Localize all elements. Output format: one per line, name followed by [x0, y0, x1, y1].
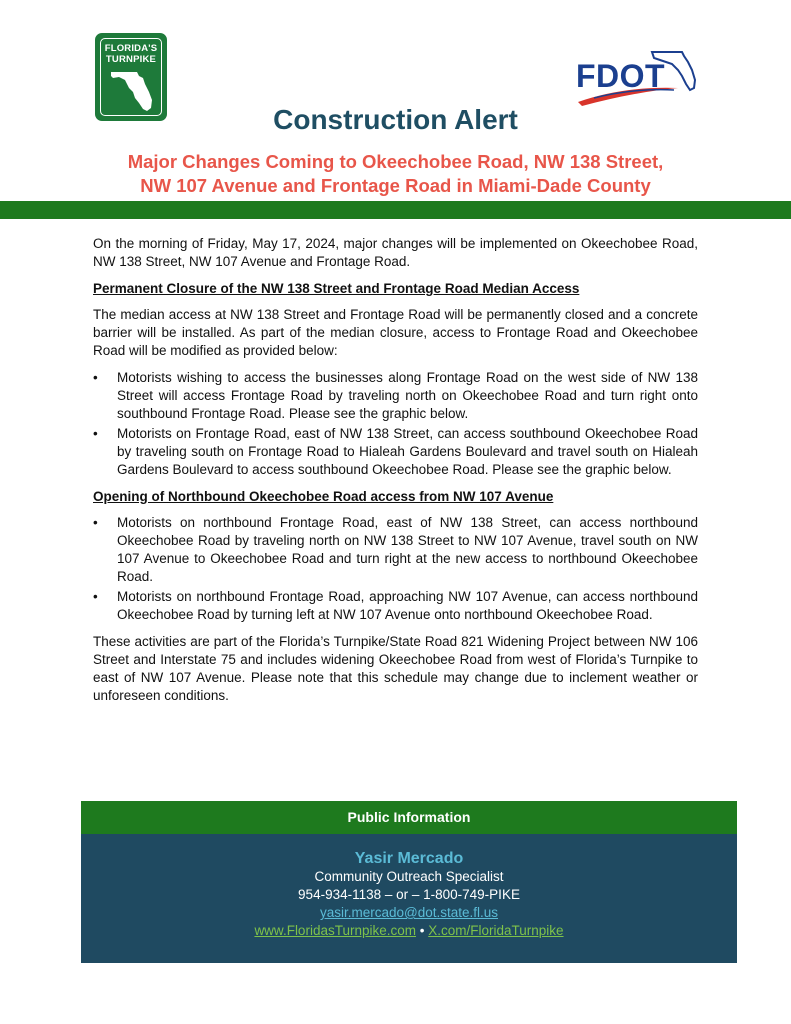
bullet: • [93, 589, 98, 604]
intro-paragraph: On the morning of Friday, May 17, 2024, major changes will be implemented on Okeechobee Road, NW 138 Street, NW 107 Avenue and Frontage Road. [93, 236, 698, 269]
contact-phone: 954-934-1138 – or – 1-800-749-PIKE [298, 887, 520, 902]
median-closure-paragraph: The median access at NW 138 Street and Frontage Road will be permanently closed and a concrete barrier will be installed. As part of the median closure, access to Frontage Road and Okeechobee Road will be modified as provided below: [93, 307, 698, 358]
list-item [93, 588, 698, 624]
list-item-text: Motorists wishing to access the businesses along Frontage Road on the west side of NW 138 Street will access Frontage Road by traveling north on Okeechobee Road and turn right onto southbound Frontage Road. Please see the graphic below. [117, 370, 698, 421]
public-information-heading: Public Information [81, 801, 737, 834]
list-item [93, 425, 698, 479]
bullet: • [93, 515, 98, 530]
list-item-text: Motorists on Frontage Road, east of NW 138 Street, can access southbound Okeechobee Road by traveling south on Frontage Road to Hialeah Gardens Boulevard and travel south on Hialeah Gardens Boulevard to access southbound Okeechobee Road. Please see the graphic below. [117, 426, 698, 477]
section-heading-nw-107-access: Opening of Northbound Okeechobee Road access from NW 107 Avenue [93, 489, 554, 504]
contact-email-link[interactable]: yasir.mercado@dot.state.fl.us [319, 905, 499, 920]
median-closure-list [93, 369, 698, 479]
bullet: • [93, 370, 98, 385]
fdot-logo [574, 48, 700, 106]
contact-role: Community Outreach Specialist [314, 869, 504, 884]
page-title: Construction Alert [273, 104, 518, 135]
list-item [93, 514, 698, 586]
bullet: • [93, 426, 98, 441]
alert-body [93, 235, 698, 714]
closing-paragraph: These activities are part of the Florida’s Turnpike/State Road 821 Widening Project between NW 106 Street and Interstate 75 and includes widening Okeechobee Road from west of Florida’s Turnpike to east of NW 107 Avenue. Please note that this schedule may change due to inclement weather or unforeseen conditions. [93, 634, 698, 703]
subtitle-line-2: NW 107 Avenue and Frontage Road in Miami-Dade County [140, 175, 651, 196]
contact-name: Yasir Mercado [354, 850, 464, 867]
list-item-text: Motorists on northbound Frontage Road, east of NW 138 Street, can access northbound Okeechobee Road by traveling north on NW 138 Street to NW 107 Avenue, travel south on NW 107 Avenue to Okeechobee Road and turn right at the new access to northbound Okeechobee Road. [117, 515, 698, 584]
website-link[interactable]: www.FloridasTurnpike.com [254, 923, 416, 938]
subtitle-line-1: Major Changes Coming to Okeechobee Road, NW 138 Street, [127, 151, 664, 172]
section-heading-median-closure: Permanent Closure of the NW 138 Street and Frontage Road Median Access [93, 281, 580, 296]
nw-107-access-list [93, 514, 698, 624]
link-separator: • [419, 923, 425, 938]
turnpike-logo-line2: TURNPIKE [105, 54, 157, 65]
list-item-text: Motorists on northbound Frontage Road, approaching NW 107 Avenue, can access northbound Okeechobee Road by turning left at NW 107 Avenue onto northbound Okeechobee Road. [117, 589, 698, 622]
turnpike-logo-line1: FLORIDA'S [104, 43, 158, 54]
green-divider-band [0, 201, 791, 219]
public-information-panel [81, 834, 737, 963]
fdot-wordmark: FDOT [576, 58, 666, 94]
list-item [93, 369, 698, 423]
social-link[interactable]: X.com/FloridaTurnpike [428, 923, 564, 938]
contact-links [81, 922, 737, 940]
page-subtitle [60, 150, 731, 198]
